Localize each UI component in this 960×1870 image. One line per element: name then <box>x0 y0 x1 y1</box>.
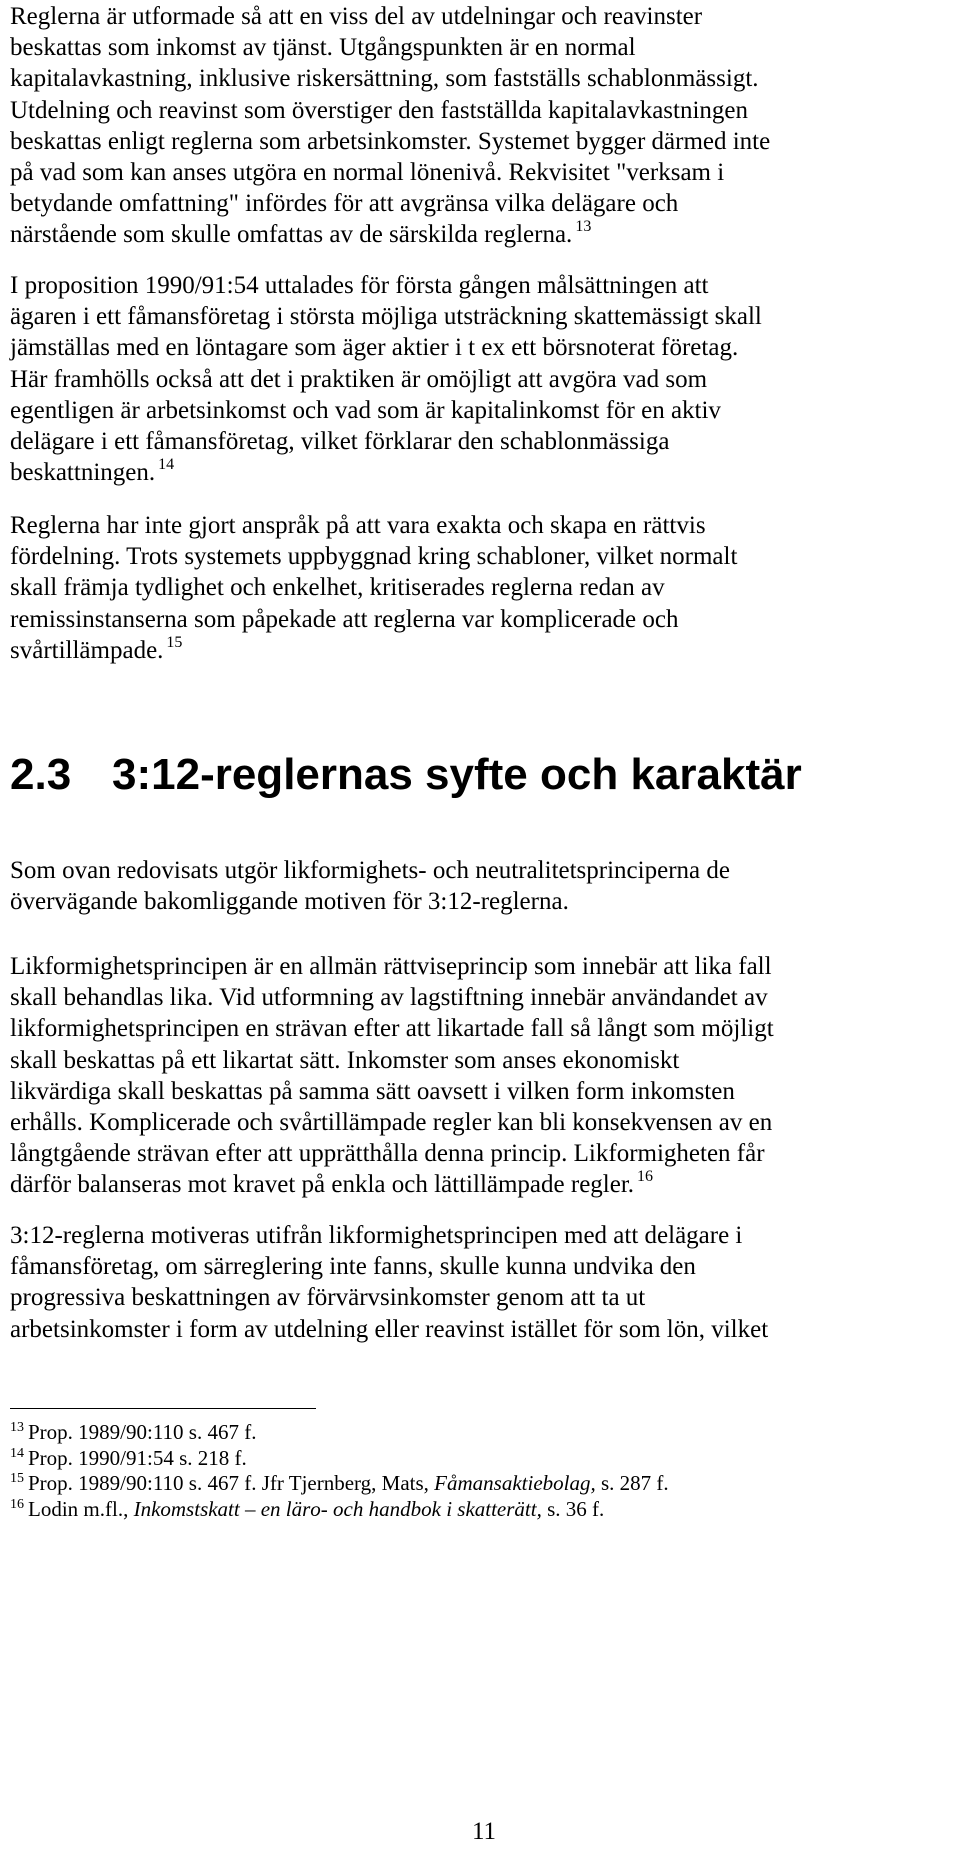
text-line: betydande omfattning" infördes för att avgränsa vilka delägare och <box>10 190 679 218</box>
text-line: Utdelning och reavinst som överstiger den fastställda kapitalavkastningen <box>10 96 749 124</box>
text-span: beskattningen. <box>10 459 156 487</box>
text-line: remissinstanserna som påpekade att reglerna var komplicerade och <box>10 605 679 633</box>
footnote-reference: 14 <box>158 456 175 474</box>
footnote-text: Prop. 1989/90:110 s. 467 f. Jfr Tjernberg, Mats, <box>28 1471 435 1495</box>
text-line: egentligen är arbetsinkomst och vad som är kapitalinkomst för en aktiv <box>10 396 721 424</box>
text-line: Reglerna har inte gjort anspråk på att vara exakta och skapa en rättvis <box>10 512 706 539</box>
text-line: övervägande bakomliggande motiven för 3:12-reglerna. <box>10 888 569 916</box>
text-line: fåmansföretag, om särreglering inte fanns, skulle kunna undvika den <box>10 1253 696 1281</box>
paragraph-5 <box>10 951 774 1201</box>
text-line: likformighetsprincipen en strävan efter att likartade fall så långt som möjligt <box>10 1015 774 1043</box>
footnote-16 <box>10 1497 669 1523</box>
text-span: därför balanseras mot kravet på enkla och lättillämpade regler. <box>10 1171 635 1199</box>
footnote-separator <box>10 1408 316 1409</box>
text-span: närstående som skulle omfattas av de särskilda reglerna. <box>10 221 573 249</box>
footnote-text: Prop. 1990/91:54 s. 218 f. <box>28 1445 247 1470</box>
section-title: 3:12-reglernas syfte och karaktär <box>112 750 802 799</box>
text-line: skall beskattas på ett likartat sätt. Inkomster som anses ekonomiskt <box>10 1046 680 1074</box>
footnote-number: 14 <box>10 1445 24 1461</box>
paragraph-6 <box>10 1220 768 1345</box>
text-line: Här framhölls också att det i praktiken är omöjligt att avgöra vad som <box>10 365 708 393</box>
paragraph-4 <box>10 855 730 917</box>
footnote-title: Fåmansaktiebolag, <box>434 1471 596 1495</box>
footnote-reference: 13 <box>575 218 592 236</box>
footnote-text: s. 287 f. <box>595 1471 669 1495</box>
text-span: svårtillämpade. <box>10 636 164 664</box>
footnote-reference: 16 <box>637 1168 654 1186</box>
text-line: beskattas som inkomst av tjänst. Utgångspunkten är en normal <box>10 34 636 62</box>
text-line: delägare i ett fåmansföretag, vilket förklarar den schablonmässiga <box>10 428 670 456</box>
text-line: långtgående strävan efter att upprätthålla denna princip. Likformigheten får <box>10 1140 765 1168</box>
text-line: kapitalavkastning, inklusive riskersättning, som fastställs schablonmässigt. <box>10 65 759 93</box>
section-heading <box>10 748 802 802</box>
footnote-text: Prop. 1989/90:110 s. 467 f. <box>28 1420 257 1444</box>
text-line: 3:12-reglerna motiveras utifrån likformighetsprincipen med att delägare i <box>10 1222 743 1249</box>
paragraph-1 <box>10 1 770 251</box>
footnote-reference: 15 <box>166 633 183 651</box>
text-line: likvärdiga skall beskattas på samma sätt oavsett i vilken form inkomsten <box>10 1077 735 1105</box>
footnote-text: s. 36 f. <box>541 1496 605 1521</box>
text-line <box>10 1169 774 1200</box>
text-line <box>10 219 770 250</box>
page-number: 11 <box>471 1818 497 1845</box>
text-line: arbetsinkomster i form av utdelning eller reavinst istället för som lön, vilket <box>10 1315 769 1343</box>
paragraph-2 <box>10 270 762 488</box>
text-line: på vad som kan anses utgöra en normal lönenivå. Rekvisitet "verksam i <box>10 159 725 187</box>
footnote-text: Lodin m.fl., <box>28 1496 134 1521</box>
footnotes <box>10 1420 669 1522</box>
text-line: erhålls. Komplicerade och svårtillämpade regler kan bli konsekvensen av en <box>10 1109 773 1137</box>
text-line: beskattas enligt reglerna som arbetsinkomster. Systemet bygger därmed inte <box>10 127 771 155</box>
text-line: jämställas med en löntagare som äger aktier i t ex ett börsnoterat företag. <box>10 334 739 362</box>
footnote-number: 13 <box>10 1420 24 1435</box>
footnote-number: 15 <box>10 1471 24 1486</box>
text-line: skall behandlas lika. Vid utformning av lagstiftning innebär användandet av <box>10 984 768 1012</box>
text-line: I proposition 1990/91:54 uttalades för första gången målsättningen att <box>10 272 709 299</box>
text-line <box>10 457 762 488</box>
footnote-number: 16 <box>10 1496 24 1512</box>
paragraph-3 <box>10 510 737 666</box>
text-line: ägaren i ett fåmansföretag i största möjliga utsträckning skattemässigt skall <box>10 303 762 331</box>
text-line: Likformighetsprincipen är en allmän rättviseprincip som innebär att lika fall <box>10 953 772 980</box>
footnote-13 <box>10 1420 669 1446</box>
text-line: fördelning. Trots systemets uppbyggnad kring schabloner, vilket normalt <box>10 543 738 571</box>
footnote-title: Inkomstskatt – en lärо- och handbok i skatterätt, <box>133 1496 542 1521</box>
footnote-14 <box>10 1446 669 1472</box>
section-number: 2.3 <box>10 750 72 799</box>
text-line: skall främja tydlighet och enkelhet, kritiserades reglerna redan av <box>10 574 665 602</box>
text-line: progressiva beskattningen av förvärvsinkomster genom att ta ut <box>10 1284 646 1312</box>
footnote-15 <box>10 1471 669 1497</box>
text-line: Reglerna är utformade så att en viss del av utdelningar och reavinster <box>10 3 703 30</box>
text-line: Som ovan redovisats utgör likformighets- och neutralitetsprinciperna de <box>10 857 730 884</box>
text-line <box>10 635 737 666</box>
